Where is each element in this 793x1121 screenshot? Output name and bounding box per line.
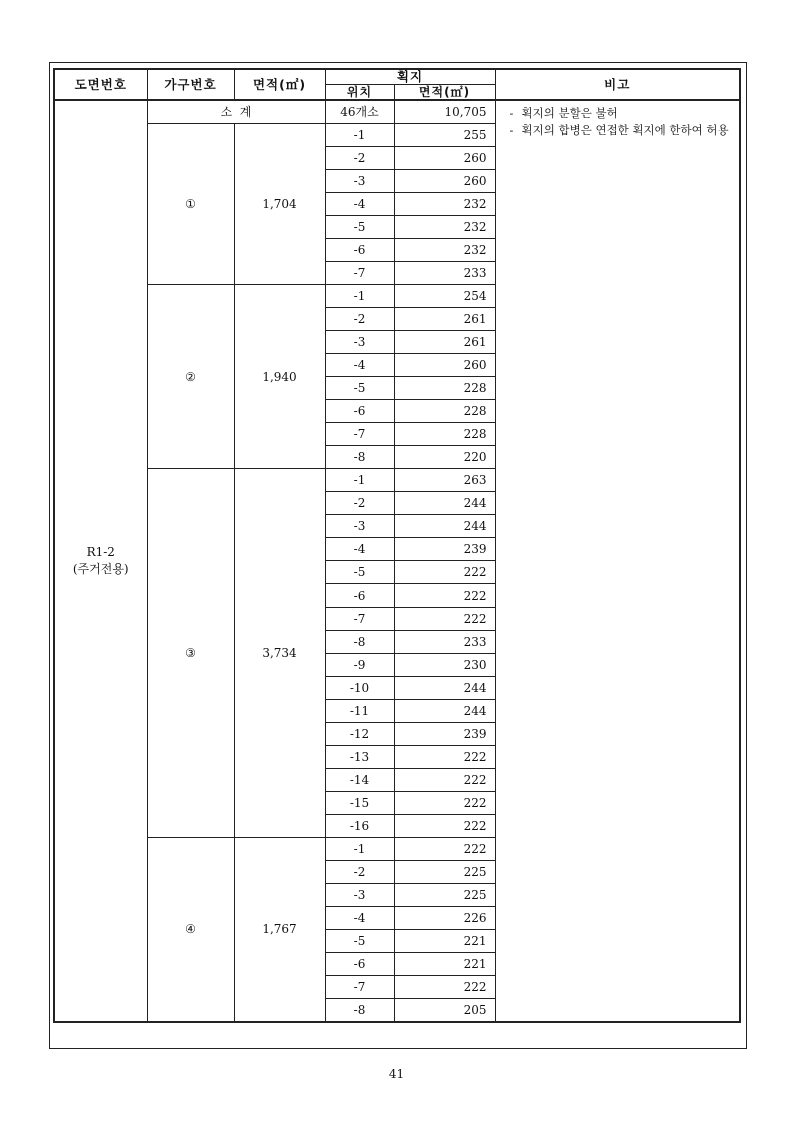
parcel-location: -6	[325, 953, 394, 976]
parcel-area: 222	[394, 791, 495, 814]
parcel-area: 221	[394, 953, 495, 976]
parcel-location: -3	[325, 330, 394, 353]
table-body	[54, 100, 740, 1022]
parcel-area: 222	[394, 814, 495, 837]
parcel-area: 260	[394, 146, 495, 169]
parcel-location: -5	[325, 377, 394, 400]
block-id: ②	[147, 284, 234, 468]
parcel-area: 260	[394, 354, 495, 377]
header-parcel-location: 위치	[325, 85, 394, 101]
parcel-area: 221	[394, 930, 495, 953]
parcel-area: 244	[394, 699, 495, 722]
parcel-location: -3	[325, 884, 394, 907]
parcel-location: -5	[325, 215, 394, 238]
subtotal-area: 10,705	[394, 100, 495, 123]
parcel-area: 222	[394, 561, 495, 584]
parcel-location: -1	[325, 838, 394, 861]
parcel-location: -12	[325, 722, 394, 745]
parcel-area: 225	[394, 861, 495, 884]
remark-text: 획지의 합병은 연접한 획지에 한하여 허용	[521, 123, 729, 137]
parcel-area: 261	[394, 330, 495, 353]
parcel-location: -15	[325, 791, 394, 814]
parcel-area: 244	[394, 492, 495, 515]
parcel-location: -2	[325, 492, 394, 515]
parcel-area: 205	[394, 999, 495, 1022]
parcel-location: -2	[325, 146, 394, 169]
block-area: 3,734	[234, 469, 325, 838]
parcel-area: 233	[394, 261, 495, 284]
remark-text: 획지의 분할은 불허	[521, 106, 618, 120]
parcel-area: 228	[394, 423, 495, 446]
header-remarks: 비고	[495, 69, 740, 100]
block-id: ①	[147, 123, 234, 284]
parcel-location: -13	[325, 745, 394, 768]
parcel-area: 220	[394, 446, 495, 469]
parcel-area: 232	[394, 215, 495, 238]
parcel-area: 226	[394, 907, 495, 930]
parcel-location: -4	[325, 907, 394, 930]
parcel-location: -6	[325, 400, 394, 423]
block-id: ④	[147, 838, 234, 1022]
remark-dash: -	[509, 106, 514, 120]
parcel-location: -14	[325, 768, 394, 791]
remark-item	[510, 122, 734, 139]
parcel-location: -1	[325, 123, 394, 146]
parcel-area: 239	[394, 538, 495, 561]
parcel-area: 244	[394, 515, 495, 538]
parcel-area: 222	[394, 607, 495, 630]
page-number: 41	[388, 1067, 405, 1081]
parcel-location: -9	[325, 653, 394, 676]
parcel-area: 222	[394, 768, 495, 791]
parcel-area: 228	[394, 400, 495, 423]
parcel-location: -6	[325, 584, 394, 607]
parcel-area: 222	[394, 584, 495, 607]
block-id: ③	[147, 469, 234, 838]
parcel-area: 263	[394, 469, 495, 492]
parcel-location: -3	[325, 169, 394, 192]
parcel-location: -7	[325, 976, 394, 999]
header-area: 면적(㎡)	[234, 69, 325, 100]
parcel-location: -4	[325, 354, 394, 377]
parcel-area: 255	[394, 123, 495, 146]
parcel-area: 239	[394, 722, 495, 745]
parcel-area: 254	[394, 284, 495, 307]
header-parcel-area: 면적(㎡)	[394, 85, 495, 101]
drawing-code: R1-2	[86, 544, 115, 559]
parcel-area: 260	[394, 169, 495, 192]
parcel-location: -1	[325, 469, 394, 492]
parcel-location: -10	[325, 676, 394, 699]
parcel-area: 225	[394, 884, 495, 907]
parcel-location: -8	[325, 446, 394, 469]
parcel-location: -2	[325, 307, 394, 330]
parcel-location: -7	[325, 261, 394, 284]
block-area: 1,940	[234, 284, 325, 468]
parcel-area: 222	[394, 838, 495, 861]
parcel-location: -4	[325, 538, 394, 561]
remark-item	[510, 105, 734, 122]
parcel-location: -6	[325, 238, 394, 261]
header-block-no: 가구번호	[147, 69, 234, 100]
parcel-location: -8	[325, 630, 394, 653]
parcel-area: 228	[394, 377, 495, 400]
parcel-area: 232	[394, 192, 495, 215]
parcel-table	[53, 68, 741, 1023]
remarks-cell	[495, 100, 740, 1022]
subtotal-label: 소 계	[147, 100, 325, 123]
parcel-area: 230	[394, 653, 495, 676]
parcel-location: -7	[325, 607, 394, 630]
parcel-location: -3	[325, 515, 394, 538]
parcel-area: 222	[394, 745, 495, 768]
parcel-area: 244	[394, 676, 495, 699]
parcel-area: 222	[394, 976, 495, 999]
header-drawing-no: 도면번호	[54, 69, 147, 100]
parcel-location: -5	[325, 561, 394, 584]
drawing-cell	[54, 100, 147, 1022]
remark-dash: -	[509, 123, 514, 137]
parcel-area: 261	[394, 307, 495, 330]
parcel-area: 233	[394, 630, 495, 653]
parcel-location: -8	[325, 999, 394, 1022]
parcel-area: 232	[394, 238, 495, 261]
parcel-location: -4	[325, 192, 394, 215]
parcel-location: -16	[325, 814, 394, 837]
drawing-use: (주거전용)	[72, 561, 129, 576]
parcel-location: -7	[325, 423, 394, 446]
parcel-location: -11	[325, 699, 394, 722]
parcel-location: -2	[325, 861, 394, 884]
block-area: 1,704	[234, 123, 325, 284]
subtotal-count: 46개소	[325, 100, 394, 123]
block-area: 1,767	[234, 838, 325, 1022]
parcel-location: -5	[325, 930, 394, 953]
header-parcel: 획지	[325, 69, 495, 85]
subtotal-row	[54, 100, 740, 123]
parcel-location: -1	[325, 284, 394, 307]
